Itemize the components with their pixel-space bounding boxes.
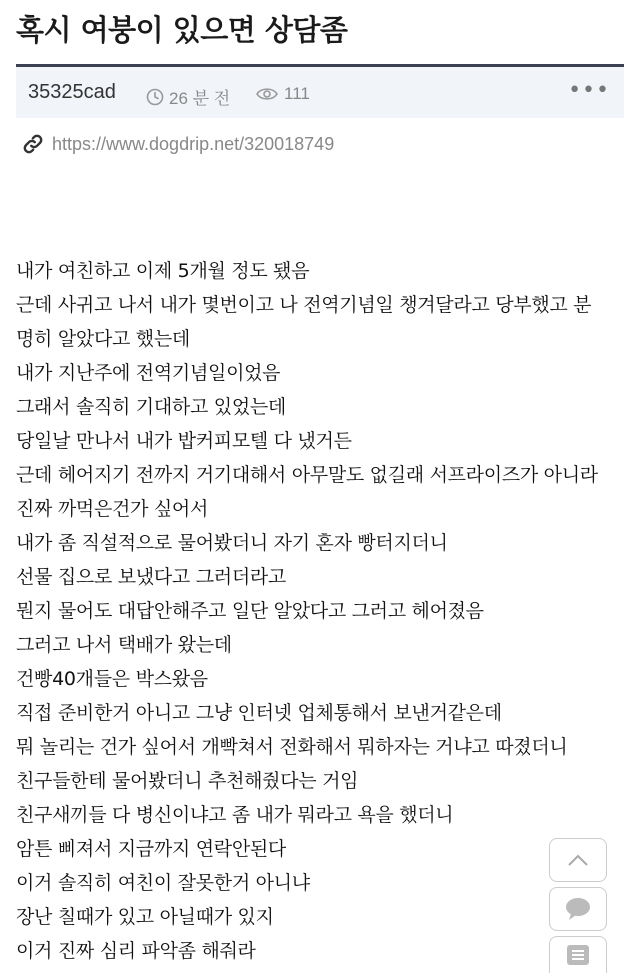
body-line: 진짜 까먹은건가 싶어서 [16, 498, 209, 520]
body-line: 친구새끼들 다 병신이냐고 좀 내가 뭐라고 욕을 했더니 [16, 804, 454, 826]
source-link[interactable] [22, 133, 334, 155]
body-line: 직접 준비한거 아니고 그냥 인터넷 업체통해서 보낸거같은데 [16, 702, 502, 724]
body-line: 내가 여친하고 이제 5개월 정도 됐음 [16, 260, 310, 282]
body-line: 선물 집으로 보냈다고 그러더라고 [16, 566, 286, 588]
post-meta-bar [16, 64, 624, 118]
body-line: 그러고 나서 택배가 왔는데 [16, 634, 232, 656]
body-line: 내가 좀 직설적으로 물어봤더니 자기 혼자 빵터지더니 [16, 532, 448, 554]
views-text: 111 [284, 84, 310, 103]
body-line: 암튼 삐져서 지금까지 연락안된다 [16, 838, 286, 860]
source-url[interactable]: https://www.dogdrip.net/320018749 [52, 133, 335, 154]
chevron-up-icon [566, 852, 590, 868]
body-line: 뭔지 물어도 대답안해주고 일단 알았다고 그러고 헤어졌음 [16, 600, 484, 622]
body-line: 장난 칠때가 있고 아닐때가 있지 [16, 906, 274, 928]
clock-icon [146, 88, 164, 106]
list-icon [566, 944, 590, 966]
scroll-top-button[interactable] [549, 838, 607, 882]
more-options-button[interactable]: ••• [568, 78, 610, 103]
eye-icon [256, 86, 278, 102]
comment-icon [564, 896, 592, 922]
body-line: 근데 사귀고 나서 내가 몇번이고 나 전역기념일 챙겨달라고 당부했고 분 [16, 294, 592, 316]
body-line: 명히 알았다고 했는데 [16, 328, 190, 350]
time-ago-text: 26 분 전 [169, 89, 231, 108]
post-title: 혹시 여붕이 있으면 상담좀 [16, 13, 348, 47]
author-name[interactable]: 35325cad [28, 81, 116, 103]
body-line: 내가 지난주에 전역기념일이었음 [16, 362, 281, 384]
comment-button[interactable] [549, 887, 607, 931]
body-line: 친구들한테 물어봤더니 추천해줬다는 거임 [16, 770, 359, 792]
post-time [146, 84, 230, 109]
body-line: 뭐 놀리는 건가 싶어서 개빡쳐서 전화해서 뭐하자는 거냐고 따졌더니 [16, 736, 568, 758]
body-line: 그래서 솔직히 기대하고 있었는데 [16, 396, 286, 418]
post-body [16, 254, 626, 968]
view-count [256, 84, 310, 104]
link-icon [22, 133, 44, 155]
body-line: 당일날 만나서 내가 밥커피모텔 다 냈거든 [16, 430, 352, 452]
body-line: 근데 헤어지기 전까지 거기대해서 아무말도 없길래 서프라이즈가 아니라 [16, 464, 598, 486]
body-line: 건빵40개들은 박스왔음 [16, 668, 208, 690]
body-line: 이거 진짜 심리 파악좀 해줘라 [16, 940, 256, 962]
body-line: 이거 솔직히 여친이 잘못한거 아니냐 [16, 872, 310, 894]
list-button[interactable] [549, 936, 607, 973]
